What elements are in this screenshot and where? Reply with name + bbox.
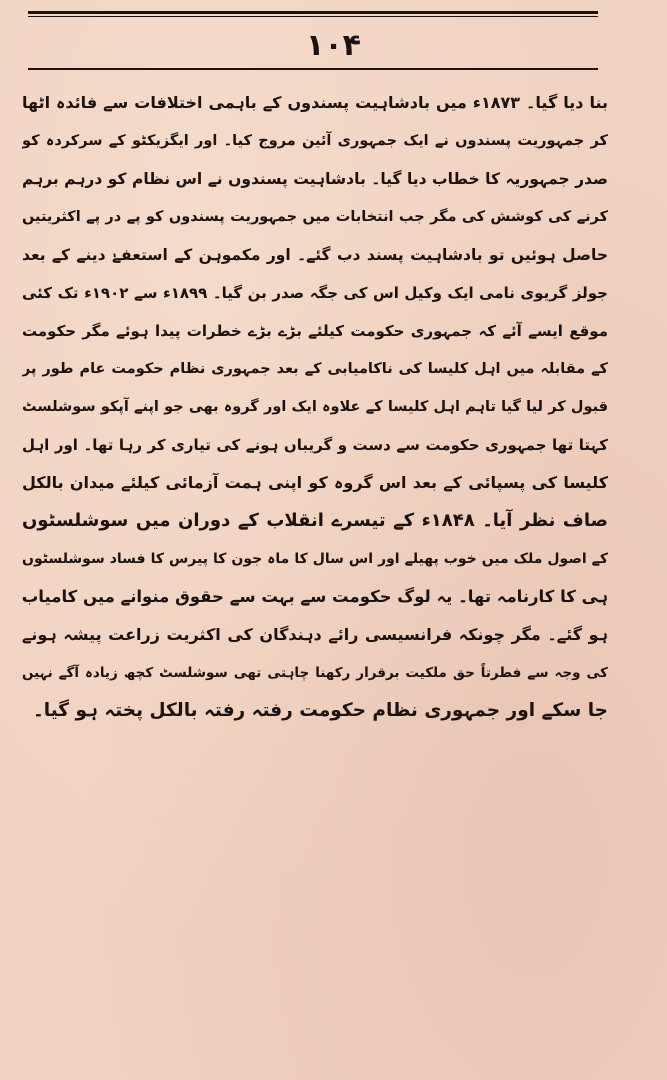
body-text [22, 84, 608, 730]
text-line: کرنے کی کوشش کی مگر جب انتخابات میں جمہوریت پسندوں کو پے در پے اکثریتیں [22, 209, 608, 225]
text-line-last: جا سکے اور جمہوری نظام حکومت رفتہ رفتہ بالکل پختہ ہو گیا۔ [32, 700, 608, 721]
text-line: قبول کر لیا گیا تاہم اہل کلیسا کے علاوہ ایک اور گروہ بھی جو اپنے آپکو سوشلسٹ [22, 399, 608, 415]
text-line: موقع ایسے آئے کہ جمہوری حکومت کیلئے بڑے بڑے خطرات پیدا ہوئے مگر حکومت [22, 322, 608, 340]
text-line: کلیسا کی پسپائی کے بعد اس گروہ کو اپنی ہمت آزمائی کیلئے میدان بالکل [22, 473, 608, 492]
text-line: کے اصول ملک میں خوب پھیلے اور اس سال کا ماہ جون کا پیرس کا فساد سوشلسٹوں [22, 551, 608, 567]
header-rule [28, 68, 598, 70]
text-line: کر جمہوریت پسندوں نے ایک جمہوری آئین مروج کیا۔ اور ایگزیکٹو کے سرکردہ کو [22, 133, 608, 149]
text-line: ہی کا کارنامہ تھا۔ یہ لوگ حکومت سے بہت سے حقوق منوانے میں کامیاب [22, 587, 608, 606]
text-line: صدر جمہوریہ کا خطاب دیا گیا۔ بادشاہیت پسندوں نے اس نظام کو درہم برہم [22, 170, 608, 188]
top-double-rule-thin [28, 16, 598, 17]
text-line: کہتا تھا جمہوری حکومت سے دست و گریباں ہونے کی تیاری کر رہا تھا۔ اور اہل [22, 436, 608, 454]
text-line: صاف نظر آیا۔ ۱۸۴۸ء کے تیسرے انقلاب کے دوران میں سوشلسٹوں [22, 510, 608, 531]
text-line: کی وجہ سے فطرتاً حق ملکیت برقرار رکھنا چاہتی تھی سوشلسٹ کچھ زیادہ آگے نہیں [22, 665, 608, 681]
text-line: کے مقابلہ میں اہل کلیسا کی ناکامیابی کے بعد جمہوری نظام حکومت عام طور پر [22, 361, 608, 377]
text-line: جولز گریوی نامی ایک وکیل اس کی جگہ صدر بن گیا۔ ۱۸۹۹ء سے ۱۹۰۲ء تک کئی [22, 284, 608, 302]
top-double-rule-thick [28, 11, 598, 14]
text-line: بنا دیا گیا۔ ۱۸۷۳ء میں بادشاہیت پسندوں کے باہمی اختلافات سے فائدہ اٹھا [22, 93, 608, 112]
text-line: حاصل ہوئیں تو بادشاہیت پسند دب گئے۔ اور مکموہن کے استعفےٰ دینے کے بعد [22, 246, 608, 264]
page-number: ۱۰۴ [306, 28, 361, 63]
text-line: ہو گئے۔ مگر چونکہ فرانسیسی رائے دہندگان کی اکثریت زراعت پیشہ ہونے [22, 625, 608, 644]
